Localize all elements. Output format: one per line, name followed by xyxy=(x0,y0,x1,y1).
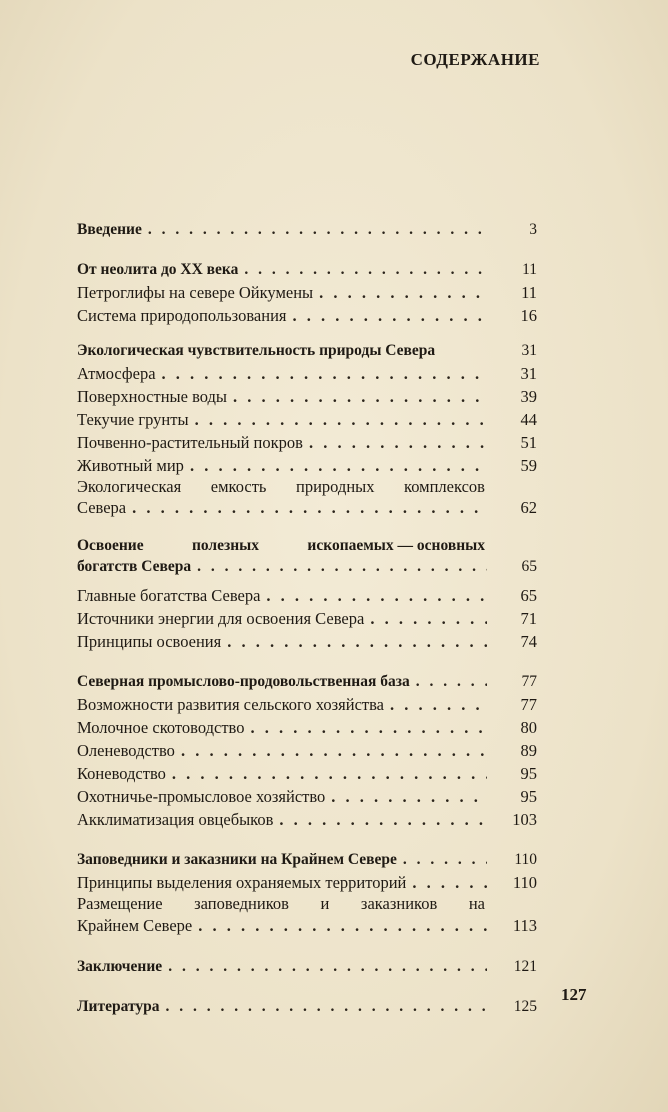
leader-dots xyxy=(319,281,487,304)
leader-dots xyxy=(279,808,487,831)
toc-entry-title-line2: Крайнем Севере xyxy=(77,916,193,935)
toc-section-title: От неолита до XX века xyxy=(77,261,239,278)
toc-entry xyxy=(77,785,537,808)
toc-entry-page: 103 xyxy=(512,810,537,829)
word: комплексов xyxy=(404,477,485,496)
toc-entry xyxy=(77,808,537,831)
toc-entry-multiline xyxy=(77,477,537,519)
toc-entry xyxy=(77,362,537,385)
toc-entry-title: Источники энергии для освоения Севера xyxy=(77,609,365,628)
toc-entry-title: Введение xyxy=(77,221,142,238)
leader-dots xyxy=(416,670,487,693)
word: ископаемых — основных xyxy=(307,537,485,554)
toc-entry-page: 11 xyxy=(521,283,537,302)
leader-dots xyxy=(165,995,487,1018)
toc-entry xyxy=(77,693,537,716)
toc-entry-title: Принципы выделения охраняемых территорий xyxy=(77,873,407,892)
toc-entry-page: 59 xyxy=(520,456,537,475)
word: и xyxy=(320,894,330,913)
toc-entry-page: 121 xyxy=(513,958,537,975)
toc-entry-title-line1 xyxy=(77,894,485,914)
toc-entry-title: Главные богатства Севера xyxy=(77,586,261,605)
toc-entry-page: 125 xyxy=(513,998,537,1015)
word: на xyxy=(468,894,485,913)
toc-entry-title: Система природопользования xyxy=(77,306,287,325)
leader-dots xyxy=(168,955,487,978)
toc-entry xyxy=(77,607,537,630)
toc-entry-title-line2: Севера xyxy=(77,498,127,517)
toc-entry xyxy=(77,871,537,894)
leader-dots xyxy=(244,258,487,281)
toc-entry-page: 95 xyxy=(520,764,537,783)
leader-dots xyxy=(266,584,487,607)
toc-entry-title: Коневодство xyxy=(77,764,166,783)
toc-section-title: Заповедники и заказники на Крайнем Севере xyxy=(77,851,397,868)
toc-section-page: 11 xyxy=(522,261,537,278)
leader-dots xyxy=(198,914,487,938)
toc-entry-page: 95 xyxy=(520,787,537,806)
toc-entry-page: 62 xyxy=(520,498,537,517)
leader-dots xyxy=(132,497,487,519)
toc-entry xyxy=(77,454,537,477)
toc-entry-title: Принципы освоения xyxy=(77,632,222,651)
toc-entry-intro xyxy=(77,218,537,241)
word: Экологическая xyxy=(77,477,182,496)
toc-entry xyxy=(77,304,537,327)
toc-entry-multiline xyxy=(77,894,537,938)
leader-dots xyxy=(227,630,487,653)
toc-entry xyxy=(77,497,537,519)
toc-section-5 xyxy=(77,848,537,871)
toc-section-title: Северная промыслово-продовольственная база xyxy=(77,673,410,690)
word: Освоение xyxy=(77,537,144,554)
toc-entry-title: Почвенно-растительный покров xyxy=(77,433,303,452)
leader-dots xyxy=(293,304,488,327)
toc-entry-title: Петроглифы на севере Ойкумены xyxy=(77,283,314,302)
toc-entry-title-line1 xyxy=(77,477,485,497)
toc-entry xyxy=(77,716,537,739)
toc-section-title-line1 xyxy=(77,536,485,556)
toc-entry-page: 31 xyxy=(520,364,537,383)
toc-entry-title: Литература xyxy=(77,998,160,1015)
toc-entry-title: Возможности развития сельского хозяйства xyxy=(77,695,384,714)
toc-section-2 xyxy=(77,339,537,362)
toc-entry-page: 44 xyxy=(520,410,537,429)
toc-entry xyxy=(77,739,537,762)
toc-entry xyxy=(77,431,537,454)
page-number: 127 xyxy=(561,985,587,1004)
leader-dots xyxy=(148,218,487,241)
toc-entry-title: Текучие грунты xyxy=(77,410,189,429)
word: Размещение xyxy=(77,894,163,913)
toc-entry-title: Животный мир xyxy=(77,456,184,475)
toc-entry-literature xyxy=(77,995,537,1018)
toc-entry xyxy=(77,556,537,578)
toc-entry-page: 77 xyxy=(520,695,537,714)
leader-dots xyxy=(309,431,487,454)
word: емкость xyxy=(210,477,267,496)
leader-dots xyxy=(195,408,487,431)
toc-entry xyxy=(77,762,537,785)
leader-dots xyxy=(233,385,487,408)
page-title: СОДЕРЖАНИЕ xyxy=(410,50,540,69)
toc-entry xyxy=(77,408,537,431)
toc-section-page: 65 xyxy=(521,558,537,575)
toc-entry-page: 3 xyxy=(529,221,537,238)
toc-entry-page: 74 xyxy=(520,632,537,651)
leader-dots xyxy=(162,362,487,385)
word: природных xyxy=(296,477,375,496)
leader-dots xyxy=(181,739,487,762)
toc-section-page: 110 xyxy=(514,851,537,868)
toc-entry-title: Оленеводство xyxy=(77,741,175,760)
toc-section-4 xyxy=(77,670,537,693)
toc-entry-page: 110 xyxy=(512,873,537,892)
toc-entry-title: Заключение xyxy=(77,958,163,975)
toc-entry-page: 51 xyxy=(520,433,537,452)
toc-entry-page: 113 xyxy=(512,916,537,935)
toc-section-page: 31 xyxy=(521,342,537,359)
toc-entry-page: 71 xyxy=(520,609,537,628)
toc-section-3 xyxy=(77,536,537,578)
leader-dots xyxy=(412,871,487,894)
toc-entry-page: 89 xyxy=(520,741,537,760)
toc-entry-title: Молочное скотоводство xyxy=(77,718,245,737)
toc-entry-conclusion xyxy=(77,955,537,978)
toc-entry-title: Атмосфера xyxy=(77,364,156,383)
leader-dots xyxy=(172,762,487,785)
toc-entry xyxy=(77,630,537,653)
toc-entry-page: 39 xyxy=(520,387,537,406)
toc-entry-page: 65 xyxy=(520,586,537,605)
toc-entry-title: Поверхностные воды xyxy=(77,387,228,406)
toc-entry xyxy=(77,584,537,607)
toc-entry xyxy=(77,385,537,408)
leader-dots xyxy=(190,454,487,477)
word: заказников xyxy=(360,894,438,913)
word: полезных xyxy=(191,537,260,554)
toc-entry-page: 80 xyxy=(520,718,537,737)
table-of-contents xyxy=(77,218,537,1018)
leader-dots xyxy=(403,848,487,871)
toc-section-1 xyxy=(77,258,537,281)
leader-dots xyxy=(390,693,487,716)
toc-entry-title: Охотничье-промысловое хозяйство xyxy=(77,787,326,806)
toc-entry xyxy=(77,914,537,938)
leader-dots xyxy=(197,556,487,578)
leader-dots xyxy=(370,607,487,630)
leader-dots xyxy=(331,785,487,808)
word: заповедников xyxy=(194,894,289,913)
toc-entry-page: 16 xyxy=(520,306,537,325)
toc-section-title-line2: богатств Севера xyxy=(77,558,192,575)
toc-section-page: 77 xyxy=(521,673,537,690)
toc-entry xyxy=(77,281,537,304)
toc-section-title: Экологическая чувствительность природы Севера xyxy=(77,342,436,359)
leader-dots xyxy=(250,716,487,739)
toc-entry-title: Акклиматизация овцебыков xyxy=(77,810,274,829)
